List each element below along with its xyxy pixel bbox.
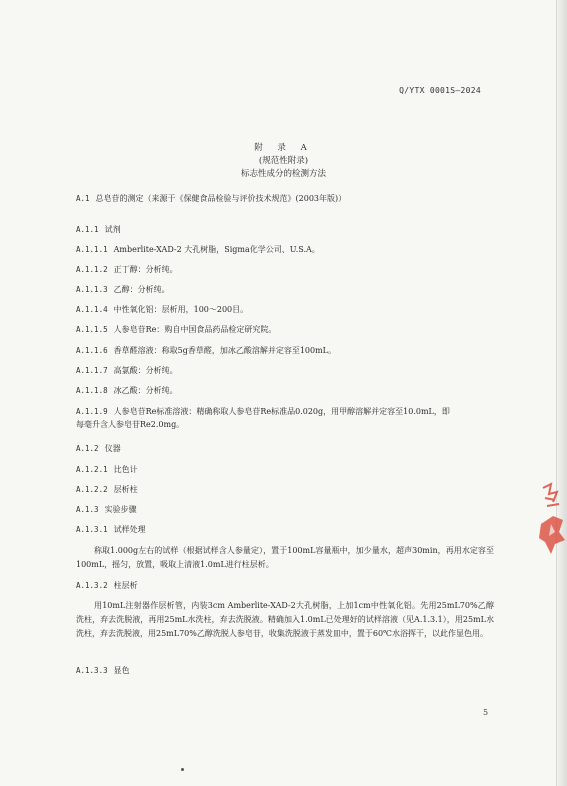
normative-label: (规范性附录) — [258, 156, 309, 166]
appendix-title-block — [0, 142, 567, 181]
paragraph-column-chromatography: 用10mL注射器作层析管，内装3cm Amberlite-XAD-2大孔树脂，上加1cm中性氧化铝。先用25mL70%乙醇洗柱，弃去洗脱液，再用25mL水洗柱，弃去洗脱液。精确加入1.0mL已处理好的试样溶液（见A.1.3.1），用25mL水洗柱，弃去洗脱液，用25mL70%乙醇洗脱人参皂苷，收集洗脱液于蒸发皿中，置于60℃水浴挥干，以此作显色用。 — [76, 601, 494, 638]
section-item: A.1.1.7 高氯酸：分析纯。 — [76, 366, 178, 375]
appendix-label: 附 录 A — [254, 143, 313, 153]
section-item: A.1.3.3 显色 — [76, 666, 130, 675]
document-code: Q/YTX 0001S—2024 — [399, 86, 481, 95]
paragraph-sample-preparation: 称取1.000g左右的试样（根据试样含人参量定），置于100mL容量瓶中，加少量水，超声30min，再用水定容至100mL，摇匀，放置，吸取上清液1.0mL进行柱层析。 — [76, 546, 494, 569]
section-item: A.1.1.6 香草醛溶液：称取5g香草醛，加冰乙酸溶解并定容至100mL。 — [76, 346, 336, 355]
page-edge-line — [556, 0, 557, 786]
section-item: A.1.1.8 冰乙酸：分析纯。 — [76, 386, 178, 395]
section-item: A.1.3.2 柱层析 — [76, 581, 138, 590]
appendix-subtitle: 标志性成分的检测方法 — [240, 169, 326, 179]
section-heading: A.1.1 试剂 — [76, 225, 121, 234]
section-heading: A.1.2 仪器 — [76, 444, 121, 453]
section-item: A.1.2.2 层析柱 — [76, 485, 138, 494]
section-heading: A.1 总皂苷的测定（来源于《保健食品检验与评价技术规范》(2003年版)） — [76, 194, 347, 203]
section-item-continuation: 每毫升含人参皂苷Re2.0mg。 — [76, 420, 185, 429]
section-item: A.1.1.2 正丁醇：分析纯。 — [76, 265, 178, 274]
speck-mark — [181, 768, 184, 771]
section-item: A.1.2.1 比色计 — [76, 465, 138, 474]
seal-stamp-fragment — [537, 480, 567, 560]
section-item: A.1.1.5 人参皂苷Re：购自中国食品药品检定研究院。 — [76, 325, 277, 334]
section-item: A.1.1.4 中性氧化铝：层析用，100～200目。 — [76, 305, 249, 314]
section-item: A.1.1.1 Amberlite-XAD-2 大孔树脂，Sigma化学公司、U.S.A。 — [76, 245, 320, 254]
section-item: A.1.1.3 乙醇：分析纯。 — [76, 285, 170, 294]
section-heading: A.1.3 实验步骤 — [76, 505, 137, 514]
page-number: 5 — [483, 708, 489, 717]
section-item: A.1.1.9 人参皂苷Re标准溶液：精确称取人参皂苷Re标准品0.020g，用甲醇溶解并定容至10.0mL，即 — [76, 407, 450, 416]
section-item: A.1.3.1 试样处理 — [76, 525, 146, 534]
